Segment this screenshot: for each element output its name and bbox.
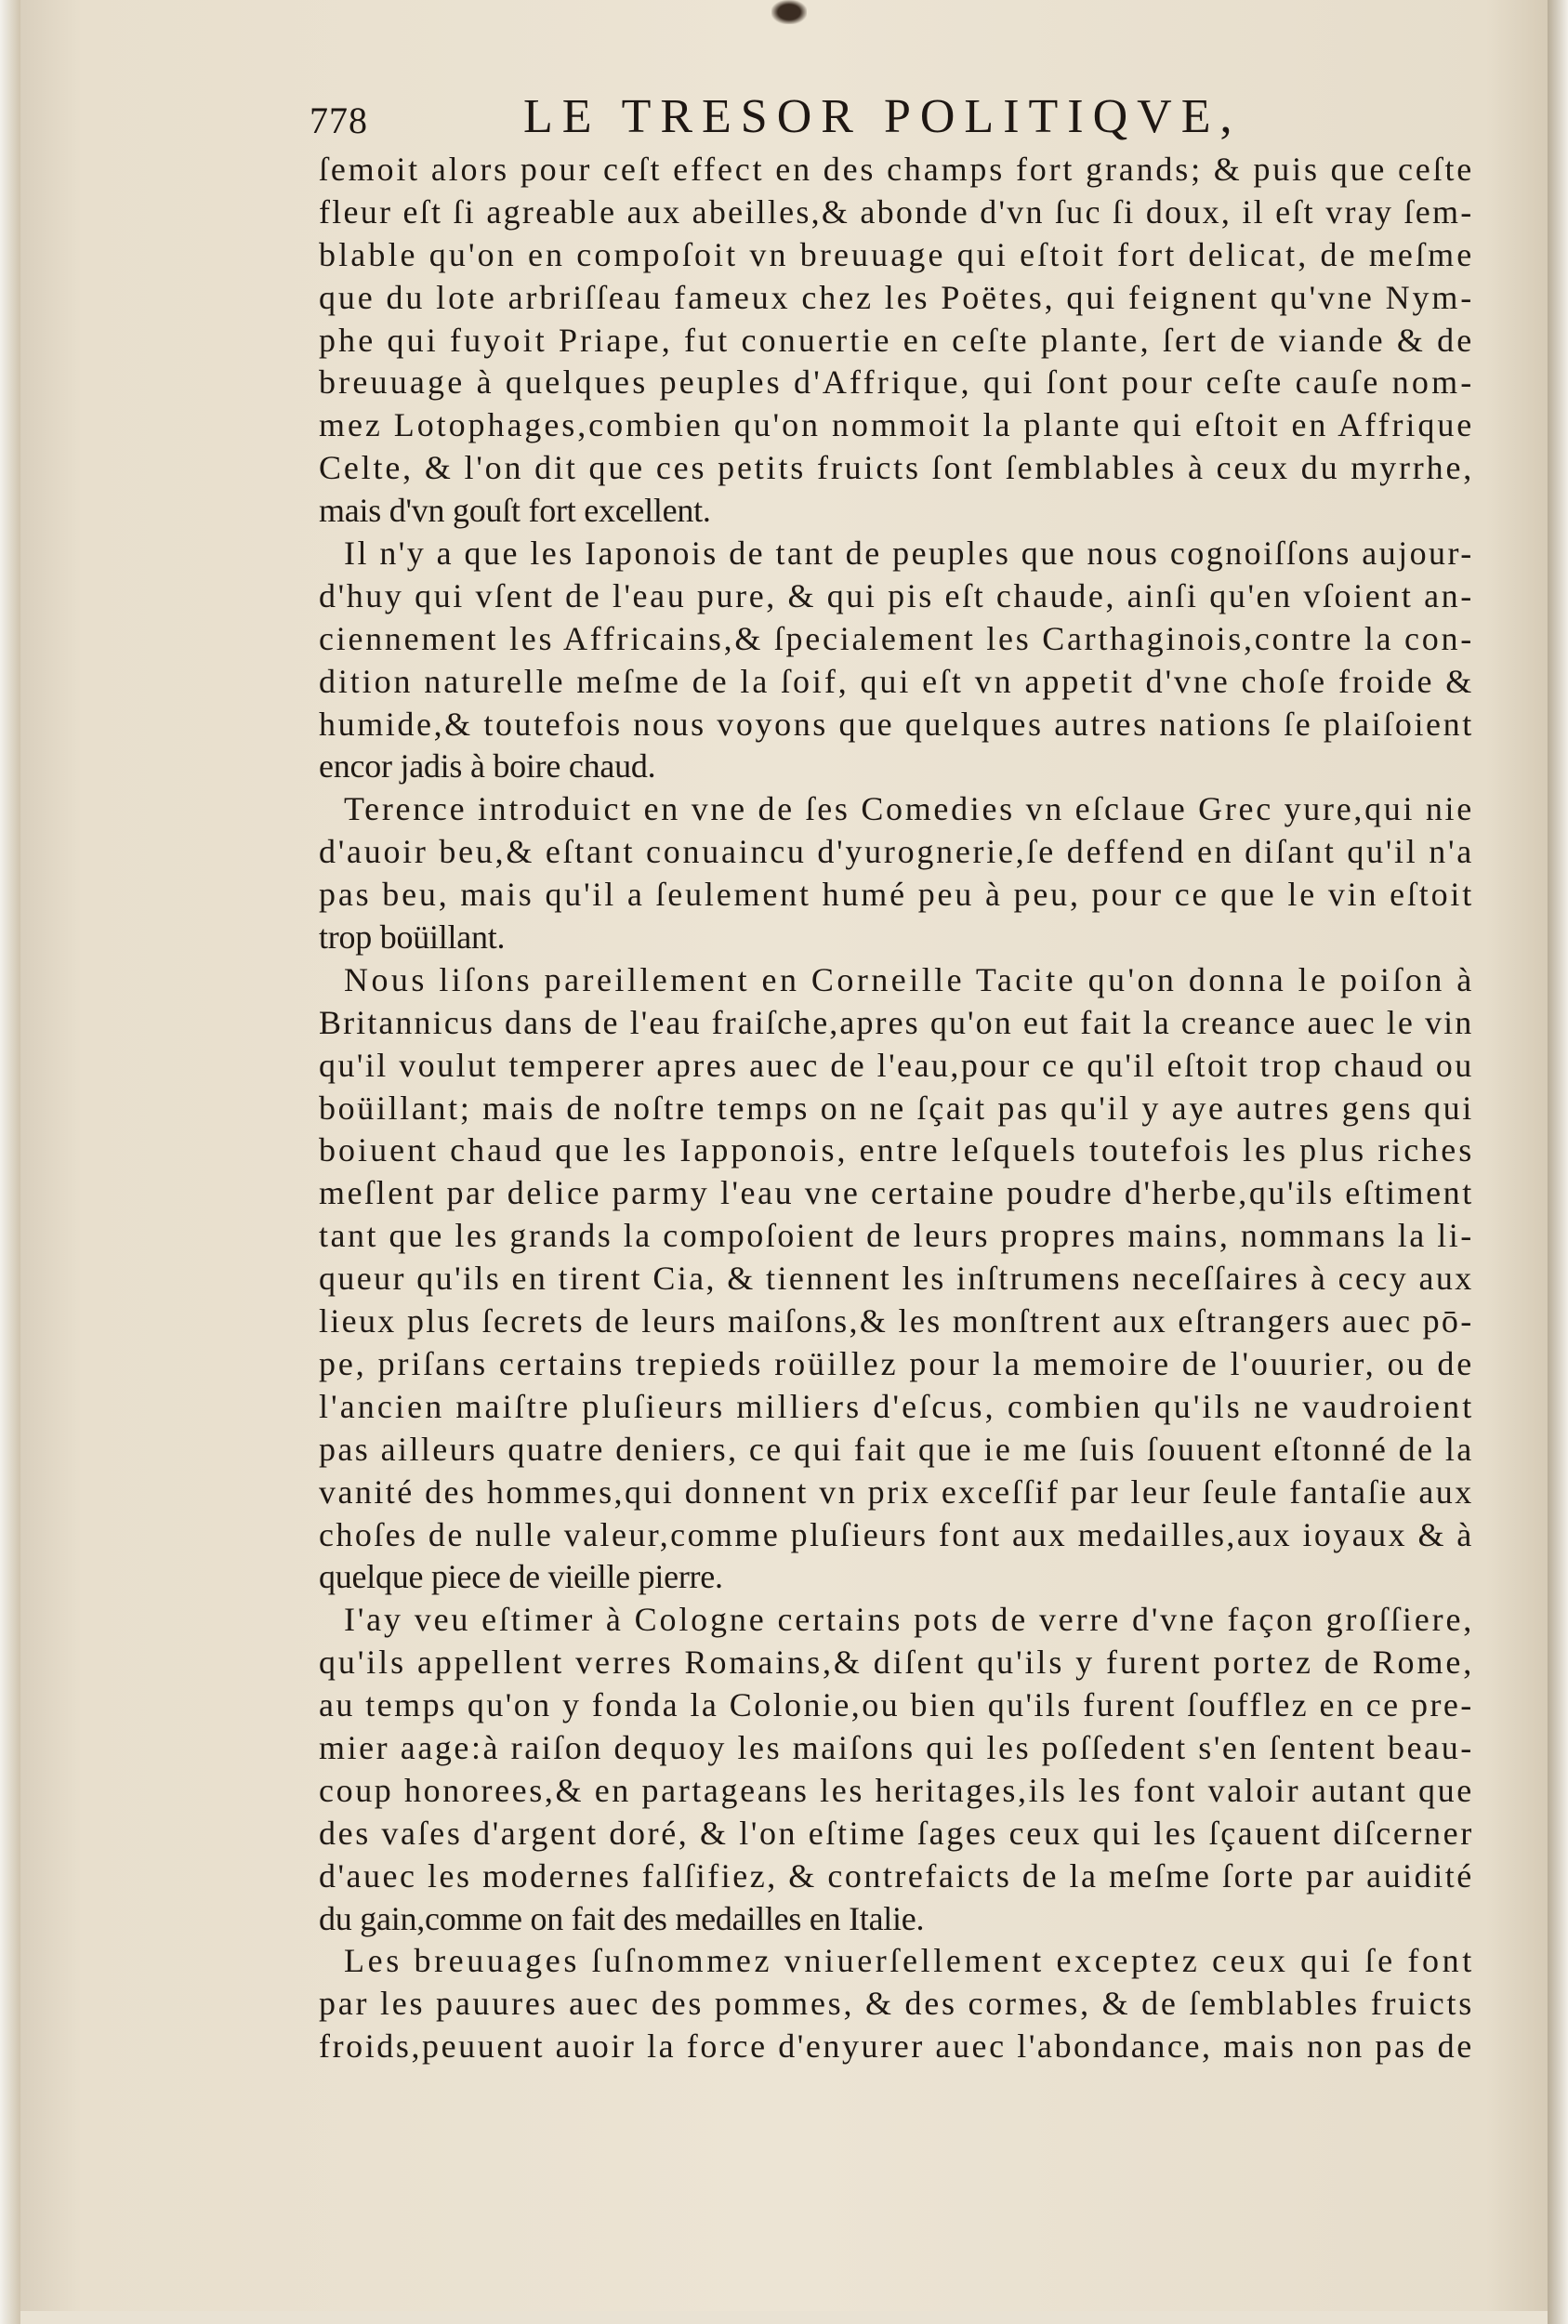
text-line: boüillant; mais de noſtre temps on ne ſçait pas qu'il y aye autres gens qui bbox=[319, 1089, 1474, 1127]
text-line: des vaſes d'argent doré, & l'on eſtime ſages ceux qui les ſçauent diſcerner bbox=[319, 1814, 1474, 1852]
text-line: mais d'vn gouſt fort excellent. bbox=[319, 492, 711, 530]
text-line: lieux plus ſecrets de leurs maiſons,& les monſtrent aux eſtrangers auec pō- bbox=[319, 1302, 1474, 1340]
text-line: Il n'y a que les Iaponois de tant de peuples que nous cognoiſſons aujour- bbox=[344, 535, 1474, 573]
running-head bbox=[310, 89, 1471, 154]
text-line: Celte, & l'on dit que ces petits fruicts ſont ſemblables à ceux du myrrhe, bbox=[319, 449, 1475, 487]
text-line: mez Lotophages,combien qu'on nommoit la plante qui eſtoit en Affrique bbox=[319, 406, 1475, 444]
text-line: I'ay veu eſtimer à Cologne certains pots de verre d'vne façon groſſiere, bbox=[344, 1601, 1475, 1639]
text-line: que du lote arbriſſeau fameux chez les Poëtes, qui feignent qu'vne Nym- bbox=[319, 278, 1475, 316]
text-line: ſemoit alors pour ceſt effect en des champs fort grands; & puis que ceſte bbox=[319, 151, 1475, 188]
text-line: coup honorees,& en partageans les heritages,ils les font valoir autant que bbox=[319, 1771, 1474, 1809]
text-line: meſlent par delice parmy l'eau vne certaine poudre d'herbe,qu'ils eſtiment bbox=[319, 1174, 1474, 1212]
text-line: qu'ils appellent verres Romains,& diſent qu'ils y furent portez de Rome, bbox=[319, 1644, 1475, 1682]
text-line: blable qu'on en compoſoit vn breuuage qui eſtoit fort delicat, de meſme bbox=[319, 235, 1475, 273]
text-line: Terence introduict en vne de ſes Comedies vn eſclaue Grec yure,qui nie bbox=[344, 790, 1474, 828]
text-line: trop boüillant. bbox=[319, 918, 506, 957]
text-line: Les breuuages ſuſnommez vniuerſellement exceptez ceux qui ſe font bbox=[344, 1942, 1475, 1980]
text-line: ciennement les Affricains,& ſpecialement les Carthaginois,contre la con- bbox=[319, 619, 1474, 657]
text-line: l'ancien maiſtre pluſieurs milliers d'eſcus, combien qu'ils ne vaudroient bbox=[319, 1387, 1475, 1425]
text-line: pas beu, mais qu'il a ſeulement humé peu à peu, pour ce que le vin eſtoit bbox=[319, 876, 1475, 914]
text-line: qu'il voulut temperer apres auec de l'eau,pour ce qu'il eſtoit trop chaud ou bbox=[319, 1046, 1474, 1084]
text-line: au temps qu'on y fonda la Colonie,ou bien qu'ils furent ſoufflez en ce pre- bbox=[319, 1686, 1474, 1724]
text-line: breuuage à quelques peuples d'Affrique, qui ſont pour ceſte cauſe nom- bbox=[319, 363, 1475, 402]
text-line: pas ailleurs quatre deniers, ce qui fait que ie me ſuis ſouuent eſtonné de la bbox=[319, 1430, 1474, 1468]
text-line: encor jadis à boire chaud. bbox=[319, 747, 656, 786]
page-gutter bbox=[1548, 0, 1568, 2324]
text-line: pe, priſans certains trepieds roüillez pour la memoire de l'ouurier, ou de bbox=[319, 1344, 1475, 1382]
text-line: choſes de nulle valeur,comme pluſieurs font aux medailles,aux ioyaux & à bbox=[319, 1515, 1474, 1553]
ink-blot bbox=[771, 0, 807, 24]
page-number: 778 bbox=[310, 99, 368, 141]
body-text bbox=[319, 149, 1475, 2068]
text-line: froids,peuuent auoir la force d'enyurer auec l'abondance, mais non pas de bbox=[319, 2027, 1474, 2066]
text-line: d'auoir beu,& eſtant conuaincu d'yurognerie,ſe deffend en diſant qu'il n'a bbox=[319, 833, 1474, 871]
running-title: LE TRESOR POLITIQVE, bbox=[523, 90, 1242, 143]
text-line: du gain,comme on fait des medailles en Italie. bbox=[319, 1899, 925, 1937]
text-line: vanité des hommes,qui donnent vn prix exceſſif par leur ſeule fantaſie aux bbox=[319, 1472, 1474, 1511]
text-line: humide,& toutefois nous voyons que quelques autres nations ſe plaiſoient bbox=[319, 705, 1474, 743]
text-line: d'huy qui vſent de l'eau pure, & qui pis eſt chaude, ainſi qu'en vſoient an- bbox=[319, 576, 1474, 614]
text-line: phe qui fuyoit Priape, fut conuertie en ceſte plante, ſert de viande & de bbox=[319, 321, 1475, 359]
text-line: fleur eſt ſi agreable aux abeilles,& abonde d'vn ſuc ſi doux, il eſt vray ſem- bbox=[319, 192, 1474, 231]
page-left-edge bbox=[0, 0, 20, 2324]
text-line: d'auec les modernes falſifiez, & contrefaicts de la meſme ſorte par auidité bbox=[319, 1856, 1474, 1895]
text-line: tant que les grands la compoſoient de leurs propres mains, nommans la li- bbox=[319, 1217, 1474, 1255]
text-line: mier aage:à raiſon dequoy les maiſons qui les poſſedent s'en ſentent beau- bbox=[319, 1728, 1474, 1766]
text-line: queur qu'ils en tirent Cia, & tiennent les inſtrumens neceſſaires à cecy aux bbox=[319, 1260, 1474, 1298]
text-line: dition naturelle meſme de la ſoif, qui eſt vn appetit d'vne choſe froide & bbox=[319, 662, 1475, 700]
text-line: par les pauures auec des pommes, & des cormes, & de ſemblables fruicts bbox=[319, 1985, 1475, 2023]
text-line: Britannicus dans de l'eau fraiſche,apres qu'on eut fait la creance auec le vin bbox=[319, 1003, 1474, 1041]
text-line: boiuent chaud que les Iapponois, entre leſquels toutefois les plus riches bbox=[319, 1131, 1475, 1169]
text-line: Nous liſons pareillement en Corneille Tacite qu'on donna le poiſon à bbox=[344, 960, 1475, 998]
text-line: quelque piece de vieille pierre. bbox=[319, 1558, 723, 1596]
